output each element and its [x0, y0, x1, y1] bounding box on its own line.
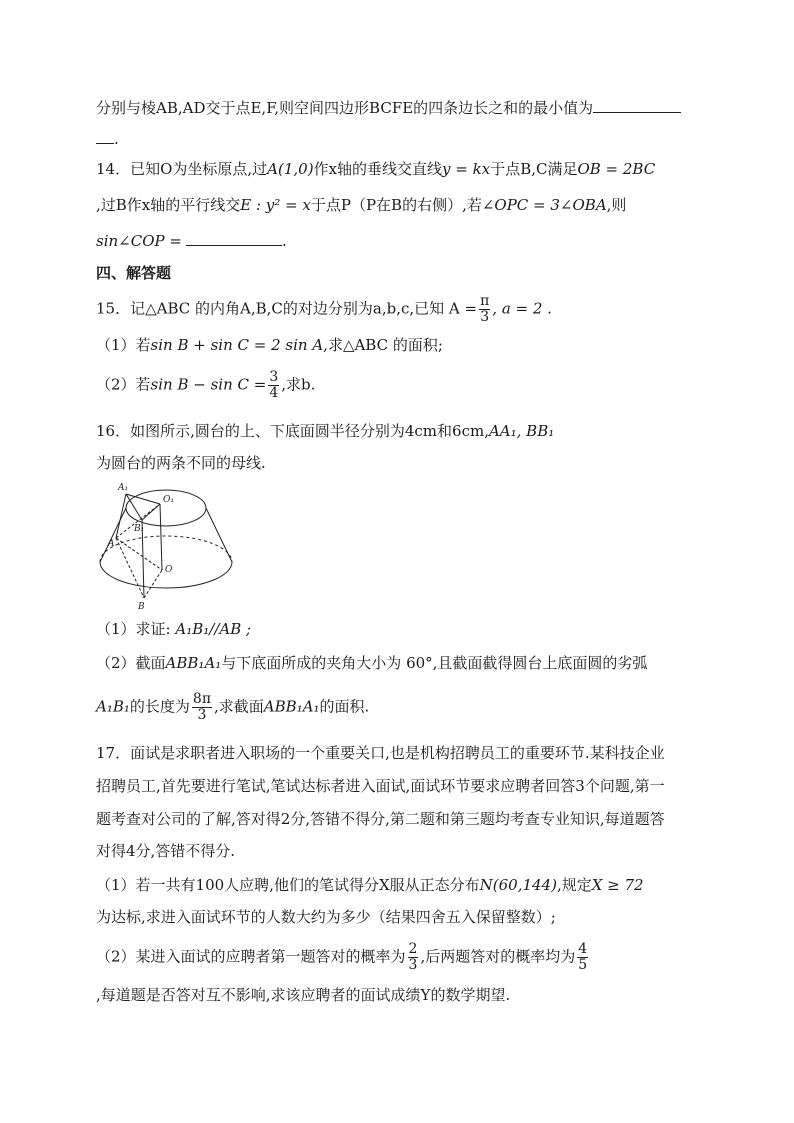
- fraction: $\frac{4}{5}$: [578, 941, 588, 973]
- bottom-base-back: [100, 536, 232, 562]
- segment-a-b: [116, 538, 144, 598]
- q15-part1: （1）若sin B + sin C = 2 sin A,求△ABC 的面积;: [96, 336, 443, 354]
- q17-part1-cont: 为达标,求进入面试环节的人数大约为多少（结果四舍五入保留整数）;: [96, 908, 556, 926]
- q17-line3: 题考查对公司的了解,答对得2分,答错不得分,第二题和第三题均考查专业知识,每道题答: [96, 810, 665, 828]
- q17-part2: （2）某进入面试的应聘者第一题答对的概率为 $\frac{2}{3}$ ,后两题答对的概率均为 $\frac{4}{5}$: [96, 941, 588, 973]
- q13-line1: 分别与棱AB,AD交于点E,F,则空间四边形BCFE的四条边长之和的最小值为: [96, 96, 681, 119]
- q14-line2: ,过B作x轴的平行线交E : y² = x于点P（P在B的右侧）,若∠OPC = 3∠OBA,则: [96, 196, 627, 214]
- right-generator: [206, 508, 232, 562]
- label-b1: B₁: [134, 524, 145, 534]
- q15-line1: 15．记△ABC 的内角A,B,C的对边分别为a,b,c,已知 A = $\frac{\pi}{3}$ , a = 2 .: [96, 293, 552, 325]
- q16-part1: （1）求证: A₁B₁//AB ;: [96, 620, 252, 638]
- label-o1: O₁: [163, 495, 174, 505]
- q13-answer-blank-cont: [96, 127, 114, 144]
- label-a1: A₁: [118, 483, 129, 493]
- vector-equation: OB = 2BC: [577, 160, 656, 178]
- q17-part1: （1）若一共有100人应聘,他们的笔试得分X服从正态分布N(60,144),规定X ≥ 72: [96, 876, 644, 894]
- q17-line2: 招聘员工,首先要进行笔试,笔试达标者进入面试,面试环节要求应聘者回答3个问题,第一: [96, 777, 665, 795]
- q15-part2: （2）若sin B − sin C = $\frac{3}{4}$ ,求b.: [96, 369, 316, 401]
- q13-answer-blank: [593, 96, 681, 113]
- q16-part3: A₁B₁的长度为 $\frac{8\pi}{3}$ ,求截面ABB₁A₁的面积.: [96, 691, 370, 723]
- q14-line1: 14．已知O为坐标原点,过A(1,0)作x轴的垂线交直线y = kx于点B,C满足OB = 2BC: [96, 160, 656, 178]
- fraction: $\frac{3}{4}$: [269, 369, 279, 401]
- label-a: A: [108, 539, 115, 549]
- segment-b-o: [144, 570, 162, 598]
- fraction: $\frac{8\pi}{3}$: [192, 691, 212, 723]
- axis-line: [160, 504, 162, 570]
- label-b: B: [138, 602, 145, 610]
- fraction: $\frac{2}{3}$: [408, 941, 418, 973]
- q17-line4: 对得4分,答错不得分.: [96, 842, 236, 860]
- fraction: $\frac{\pi}{3}$: [480, 293, 490, 325]
- q16-part2: （2）截面ABB₁A₁与下底面所成的夹角大小为 60°,且截面截得圆台上底面圆的劣弧: [96, 654, 648, 672]
- q13-line2: .: [96, 127, 119, 150]
- q14-line3: sin∠COP = .: [96, 229, 287, 252]
- q17-line1: 17．面试是求职者进入职场的一个重要关口,也是机构招聘员工的重要环节.某科技企业: [96, 744, 665, 762]
- frustum-figure: [98, 480, 238, 610]
- q14-answer-blank: [186, 229, 282, 246]
- q16-line2: 为圆台的两条不同的母线.: [96, 454, 266, 472]
- q17-part2-cont: ,每道题是否答对互不影响,求该应聘者的面试成绩Y的数学期望.: [96, 986, 511, 1004]
- label-o: O: [165, 565, 173, 575]
- section-heading: 四、解答题: [96, 264, 172, 282]
- q16-line1: 16．如图所示,圆台的上、下底面圆半径分别为4cm和6cm,AA₁, BB₁: [96, 422, 555, 440]
- left-generator: [100, 508, 126, 562]
